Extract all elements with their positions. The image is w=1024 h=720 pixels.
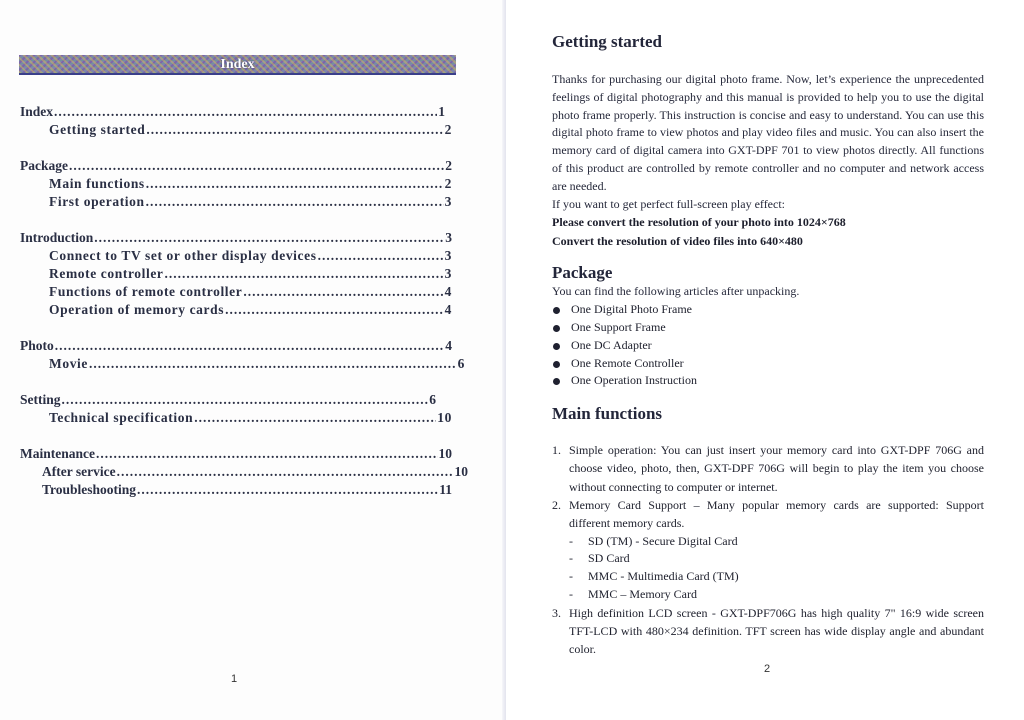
memory-card-item (569, 586, 984, 604)
toc-spacer (20, 373, 452, 391)
toc-entry-title: Getting started (49, 122, 146, 137)
toc-leader-dots (69, 157, 444, 175)
toc-entry-title: Technical specification (49, 410, 194, 425)
toc-spacer (20, 427, 452, 445)
toc-entry-page: 10 (438, 446, 452, 461)
photo-resolution-note: Please convert the resolution of your photo into 1024×768 (552, 215, 846, 230)
bullet-icon (553, 378, 560, 385)
toc-entry-page: 4 (444, 284, 452, 299)
toc-entry[interactable] (20, 391, 436, 409)
toc-subentry[interactable] (20, 193, 452, 211)
section-heading-package: Package (552, 263, 613, 283)
toc-entry-title: After service (42, 464, 116, 479)
package-item-text: One DC Adapter (571, 337, 652, 352)
package-item (552, 372, 984, 390)
dash-marker: - (569, 551, 573, 566)
memory-card-item (569, 568, 984, 586)
right-page (506, 0, 1024, 720)
memory-card-item (569, 533, 984, 551)
toc-spacer (20, 319, 452, 337)
package-intro: You can find the following articles after unpacking. (552, 284, 800, 299)
toc-leader-dots (117, 463, 454, 481)
toc-entry[interactable] (20, 103, 445, 121)
bullet-icon (553, 307, 560, 314)
main-function-text: High definition LCD screen - GXT-DPF706G has high quality 7" 16:9 wide screen TFT-LCD with 480×234 definition. TFT screen has wide display angle and abundant color. (569, 605, 984, 657)
table-of-contents (20, 103, 468, 499)
toc-subentry[interactable] (20, 481, 452, 499)
toc-leader-dots (146, 193, 444, 211)
section-heading-getting-started: Getting started (552, 32, 663, 51)
toc-entry-page: 3 (444, 194, 452, 209)
toc-leader-dots (62, 391, 429, 409)
video-resolution-note: Convert the resolution of video files into 640×480 (552, 233, 803, 248)
toc-leader-dots (96, 445, 438, 463)
toc-leader-dots (55, 337, 445, 355)
toc-leader-dots (89, 355, 457, 373)
package-item (552, 355, 984, 373)
main-function-text: Memory Card Support – Many popular memory cards are supported: Support different memory cards. (569, 498, 984, 531)
item-number: 3. (552, 605, 561, 620)
toc-entry-page: 10 (437, 410, 452, 425)
memory-card-text: MMC - Multimedia Card (TM) (588, 569, 739, 584)
toc-leader-dots (225, 301, 444, 319)
dash-marker: - (569, 569, 573, 584)
toc-entry-title: Movie (49, 356, 88, 371)
toc-entry-title: Photo (20, 338, 54, 353)
toc-entry-page: 11 (439, 482, 452, 497)
package-item (552, 319, 984, 337)
toc-entry-title: Setting (20, 392, 61, 407)
toc-leader-dots (165, 265, 444, 283)
toc-entry-title: Operation of memory cards (49, 302, 225, 317)
memory-card-text: SD Card (588, 551, 630, 566)
page-number-right: 2 (764, 663, 771, 675)
toc-entry-page: 2 (444, 122, 452, 137)
toc-entry[interactable] (20, 445, 452, 463)
toc-subentry[interactable] (20, 301, 452, 319)
toc-entry-title: Remote controller (49, 266, 164, 281)
item-number: 1. (552, 443, 561, 458)
toc-entry-page: 6 (457, 356, 465, 371)
package-item (552, 301, 984, 319)
right-page-content (552, 32, 984, 659)
toc-spacer (20, 139, 452, 157)
memory-card-item (569, 550, 984, 568)
main-function-text: Simple operation: You can just insert your memory card into GXT-DPF 706G and choose video, photo, then, GXT-DPF 706G will begin to play the item you choose without connecting to computer or internet. (569, 443, 984, 494)
toc-entry-title: Maintenance (20, 446, 95, 461)
package-item-text: One Support Frame (571, 319, 666, 334)
getting-started-intro: Thanks for purchasing our digital photo frame. Now, let’s experience the unprecedented feelings of digital photography and this manual is provided to help you to use the digital photo frame properly. This instruction is concise and easy to understand. You can use this digital photo frame to view photos and play video files and music. You can also insert the memory card of digital camera into GXT-DPF 701 to view photos directly. All functions of this product are controlled by remote controller and no computer and network access are needed. (552, 72, 984, 193)
item-number: 2. (552, 498, 561, 513)
toc-leader-dots (146, 175, 444, 193)
toc-entry[interactable] (20, 337, 452, 355)
toc-leader-dots (94, 229, 444, 247)
getting-started-tip: If you want to get perfect full-screen play effect: (552, 196, 786, 211)
main-function-item (552, 604, 984, 659)
toc-entry-page: 10 (454, 464, 468, 479)
toc-subentry[interactable] (20, 355, 465, 373)
section-heading-main-functions: Main functions (552, 404, 663, 424)
main-function-item (552, 496, 984, 604)
main-function-item (552, 441, 984, 496)
toc-entry-page: 3 (445, 230, 452, 245)
toc-entry-title: Package (20, 158, 68, 173)
main-functions-list (552, 441, 984, 659)
package-item-text: One Remote Controller (571, 355, 684, 370)
toc-subentry[interactable] (20, 247, 452, 265)
toc-entry[interactable] (20, 229, 452, 247)
toc-entry-title: First operation (49, 194, 145, 209)
left-page (0, 0, 506, 720)
toc-entry-page: 2 (444, 176, 452, 191)
toc-spacer (20, 211, 452, 229)
bullet-icon (553, 343, 560, 350)
toc-entry-title: Functions of remote controller (49, 284, 243, 299)
page-number-left: 1 (231, 673, 238, 685)
toc-entry-page: 6 (429, 392, 436, 407)
toc-entry-title: Introduction (20, 230, 94, 245)
toc-entry-title: Index (20, 104, 54, 119)
toc-entry-title: Main functions (49, 176, 145, 191)
package-list (552, 301, 984, 390)
toc-entry-page: 2 (445, 158, 452, 173)
toc-leader-dots (318, 247, 444, 265)
bullet-icon (553, 361, 560, 368)
toc-entry-page: 1 (438, 104, 445, 119)
toc-entry[interactable] (20, 157, 452, 175)
toc-entry-page: 3 (444, 266, 452, 281)
toc-subentry[interactable] (20, 283, 452, 301)
toc-leader-dots (243, 283, 443, 301)
toc-entry-page: 4 (444, 302, 452, 317)
toc-leader-dots (146, 121, 443, 139)
bullet-icon (553, 325, 560, 332)
memory-card-text: SD (TM) - Secure Digital Card (588, 533, 738, 548)
toc-leader-dots (137, 481, 438, 499)
dash-marker: - (569, 587, 573, 602)
toc-subentry[interactable] (20, 175, 452, 193)
toc-leader-dots (194, 409, 436, 427)
toc-leader-dots (54, 103, 437, 121)
memory-card-text: MMC – Memory Card (588, 587, 697, 602)
toc-entry-title: Troubleshooting (42, 482, 137, 497)
toc-subentry[interactable] (20, 121, 452, 139)
memory-card-list (569, 533, 984, 604)
toc-subentry[interactable] (20, 463, 468, 481)
toc-entry-page: 4 (445, 338, 452, 353)
toc-entry-title: Connect to TV set or other display devices (49, 248, 317, 263)
package-item-text: One Digital Photo Frame (571, 302, 692, 317)
package-item (552, 337, 984, 355)
index-banner-title: Index (220, 57, 255, 72)
index-banner (19, 55, 456, 75)
toc-subentry[interactable] (20, 265, 452, 283)
dash-marker: - (569, 533, 573, 548)
toc-entry-page: 3 (444, 248, 452, 263)
package-item-text: One Operation Instruction (571, 373, 697, 388)
toc-subentry[interactable] (20, 409, 452, 427)
